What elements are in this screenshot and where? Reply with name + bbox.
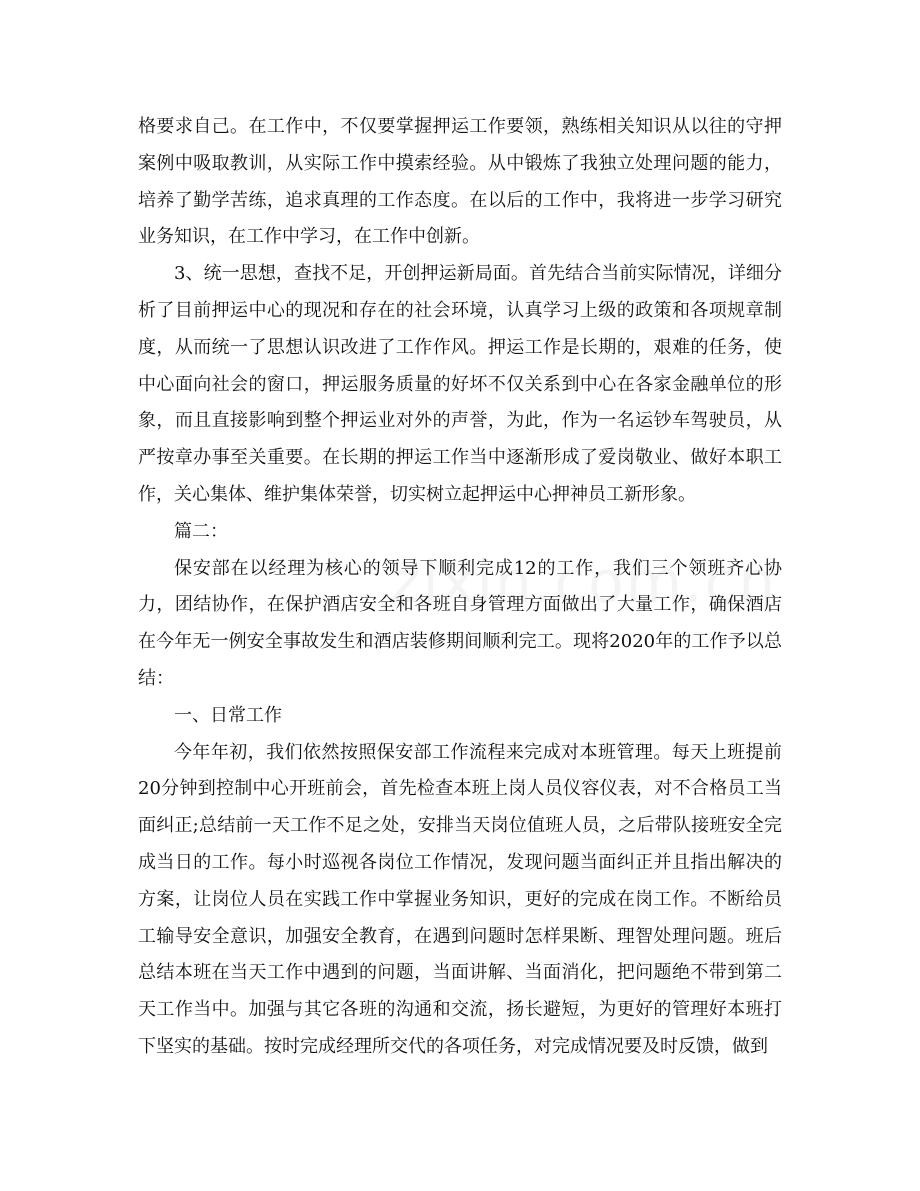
- paragraph-continuation: 格要求自己。在工作中，不仅要掌握押运工作要领，熟练相关知识从以往的守押案例中吸取教训，从实际工作中摸索经验。从中锻炼了我独立处理问题的能力，培养了勤学苦练，追求真理的工作态度。在以后的工作中，我将进一步学习研究业务知识，在工作中学习，在工作中创新。: [138, 116, 782, 248]
- paragraph-intro: 保安部在以经理为核心的领导下顺利完成12的工作，我们三个领班齐心协力，团结协作，在保护酒店安全和各班自身管理方面做出了大量工作，确保酒店在今年无一例安全事故发生和酒店装修期间顺利完工。现将2020年的工作予以总结：: [138, 557, 782, 689]
- paragraph-daily-work: 今年年初，我们依然按照保安部工作流程来完成对本班管理。每天上班提前20分钟到控制中心开班前会，首先检查本班上岗人员仪容仪表，对不合格员工当面纠正;总结前一天工作不足之处，安排当天岗位值班人员，之后带队接班安全完成当日的工作。每小时巡视各岗位工作情况，发现问题当面纠正并且指出解决的方案，让岗位人员在实践工作中掌握业务知识，更好的完成在岗工作。不断给员工输导安全意识，加强安全教育，在遇到问题时怎样果断、理智处理问题。班后总结本班在当天工作中遇到的问题，当面讲解、当面消化，把问题绝不带到第二天工作当中。加强与其它各班的沟通和交流，扬长避短，为更好的管理好本班打下坚实的基础。按时完成经理所交代的各项任务，对完成情况要及时反馈，做到: [138, 741, 782, 1057]
- section-heading-part-two: 篇二：: [174, 520, 228, 542]
- section-heading-daily-work: 一、日常工作: [174, 704, 282, 726]
- document-body: [138, 109, 782, 1066]
- paragraph-item-3: 3、统一思想，查找不足，开创押运新局面。首先结合当前实际情况，详细分析了目前押运中心的现况和存在的社会环境，认真学习上级的政策和各项规章制度，从而统一了思想认识改进了工作作风。押运工作是长期的，艰难的任务，使中心面向社会的窗口，押运服务质量的好坏不仅关系到中心在各家金融单位的形象，而且直接影响到整个押运业对外的声誉，为此，作为一名运钞车驾驶员，从严按章办事至关重要。在长期的押运工作当中逐渐形成了爱岗敬业、做好本职工作，关心集体、维护集体荣誉，切实树立起押运中心押神员工新形象。: [138, 263, 782, 505]
